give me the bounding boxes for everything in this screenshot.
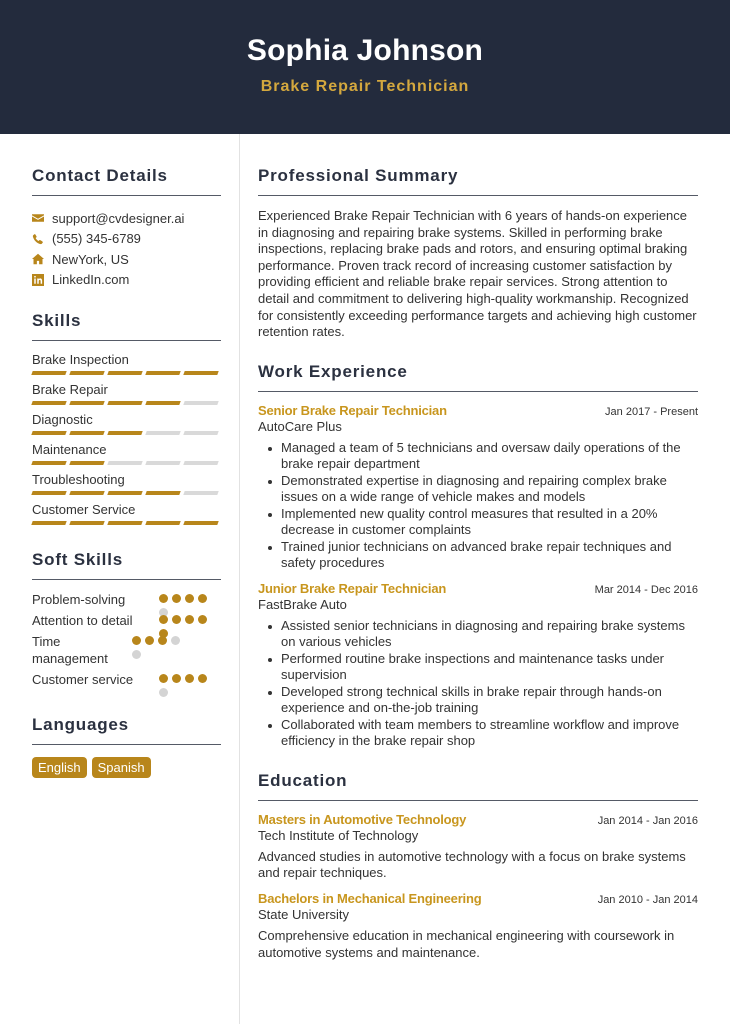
contact-phone-text: (555) 345-6789	[52, 231, 141, 247]
section-title-summary: Professional Summary	[258, 166, 698, 196]
languages-section	[32, 715, 221, 778]
job-bullet: Demonstrated expertise in diagnosing and repairing complex brake issues on a wide range of vehicle makes and models	[281, 473, 698, 506]
skill-level-bars	[32, 489, 221, 501]
skills-section	[32, 311, 221, 531]
home-icon	[32, 253, 52, 265]
job-title: Junior Brake Repair Technician	[258, 580, 447, 596]
contact-linkedin-text: LinkedIn.com	[52, 272, 130, 288]
job-bullet: Performed routine brake inspections and maintenance tasks under supervision	[281, 651, 698, 684]
soft-skill-name: Attention to detail	[32, 613, 133, 628]
job-bullet: Developed strong technical skills in brake repair through hands-on experience and on-the-job training	[281, 684, 698, 717]
column-divider	[239, 134, 240, 1024]
section-title-experience: Work Experience	[258, 362, 698, 392]
contact-phone[interactable]	[32, 229, 221, 250]
soft-skill-dots	[159, 671, 211, 702]
education-entry	[258, 812, 698, 882]
skill-item	[32, 441, 221, 471]
skill-item	[32, 411, 221, 441]
candidate-name: Sophia Johnson	[246, 34, 484, 67]
candidate-title: Brake Repair Technician	[260, 78, 470, 95]
section-title-languages: Languages	[32, 715, 221, 745]
contact-email[interactable]	[32, 208, 221, 229]
job-bullet: Collaborated with team members to streamline workflow and improve efficiency in the brake repair shop	[281, 717, 698, 750]
soft-skill-name: Time management	[32, 634, 108, 666]
education-description: Comprehensive education in mechanical engineering with coursework in automotive systems and maintenance.	[258, 927, 675, 960]
skill-name: Troubleshooting	[32, 472, 125, 487]
language-badge-spanish: Spanish	[92, 757, 151, 778]
job-bullets	[258, 440, 698, 572]
section-title-soft-skills: Soft Skills	[32, 550, 221, 580]
job-entry	[258, 403, 698, 572]
skill-name: Diagnostic	[32, 412, 93, 427]
contact-location-text: NewYork, US	[52, 251, 129, 267]
skill-level-bars	[32, 429, 221, 441]
job-dates: Jan 2017 - Present	[605, 405, 698, 418]
sidebar	[32, 134, 221, 778]
skill-item	[32, 471, 221, 501]
education-section	[258, 771, 698, 961]
summary-text: Experienced Brake Repair Technician with 6 years of hands-on experience in diagnosing and repairing brake systems. Skilled in performing brake inspections, replacing brake pads and rotors, and ensuring optimal braking performance. Proven track record of increasing customer satisfaction by providing efficient and reliable brake repair services. Strong attention to detail and commitment to delivering high-quality workmanship. Recognized for consistently exceeding performance targets and achieving high customer retention rates.	[258, 208, 697, 340]
job-title: Senior Brake Repair Technician	[258, 402, 447, 418]
main-content	[258, 134, 698, 961]
degree-title: Masters in Automotive Technology	[258, 811, 467, 827]
skill-level-bars	[32, 459, 221, 471]
job-bullet: Trained junior technicians on advanced brake repair techniques and safety procedures	[281, 539, 698, 572]
skill-level-bars	[32, 369, 221, 381]
envelope-icon	[32, 212, 52, 224]
soft-skills-section	[32, 550, 221, 703]
skill-level-bars	[32, 399, 221, 411]
education-entry	[258, 891, 698, 961]
job-bullet: Assisted senior technicians in diagnosing and repairing brake systems on various vehicles	[281, 618, 698, 651]
section-title-skills: Skills	[32, 311, 221, 341]
section-title-education: Education	[258, 771, 698, 801]
skill-name: Customer Service	[32, 502, 136, 517]
phone-icon	[32, 233, 52, 245]
soft-skill-name: Problem-solving	[32, 592, 126, 607]
skill-item	[32, 351, 221, 381]
language-badge-english: English	[32, 757, 87, 778]
summary-section	[258, 166, 698, 341]
skill-name: Brake Repair	[32, 382, 108, 397]
job-dates: Mar 2014 - Dec 2016	[594, 583, 698, 596]
job-bullets	[258, 618, 698, 750]
linkedin-icon	[32, 274, 52, 286]
education-description: Advanced studies in automotive technology with a focus on brake systems and repair techniques.	[258, 848, 686, 881]
contact-email-text: support@cvdesigner.ai	[52, 210, 185, 226]
job-company: FastBrake Auto	[258, 596, 347, 612]
education-dates: Jan 2010 - Jan 2014	[597, 893, 698, 906]
experience-section	[258, 362, 698, 750]
soft-skill-item	[32, 671, 221, 703]
soft-skill-item	[32, 591, 221, 612]
skill-level-bars	[32, 519, 221, 531]
degree-title: Bachelors in Mechanical Engineering	[258, 890, 482, 906]
soft-skill-dots	[132, 633, 184, 664]
skill-item	[32, 381, 221, 411]
school-name: Tech Institute of Technology	[258, 827, 419, 843]
school-name: State University	[258, 906, 350, 922]
job-bullet: Managed a team of 5 technicians and oversaw daily operations of the brake repair department	[281, 440, 698, 473]
skill-item	[32, 501, 221, 531]
job-entry	[258, 581, 698, 750]
job-bullet: Implemented new quality control measures that resulted in a 20% decrease in customer complaints	[281, 506, 698, 539]
skill-name: Maintenance	[32, 442, 107, 457]
soft-skill-item	[32, 612, 221, 633]
skill-name: Brake Inspection	[32, 352, 129, 367]
contact-section	[32, 166, 221, 290]
resume-header	[0, 0, 730, 134]
contact-location	[32, 249, 221, 270]
section-title-contact: Contact Details	[32, 166, 221, 196]
job-company: AutoCare Plus	[258, 418, 342, 434]
soft-skill-name: Customer service	[32, 672, 134, 687]
contact-linkedin[interactable]	[32, 270, 221, 291]
education-dates: Jan 2014 - Jan 2016	[597, 814, 698, 827]
